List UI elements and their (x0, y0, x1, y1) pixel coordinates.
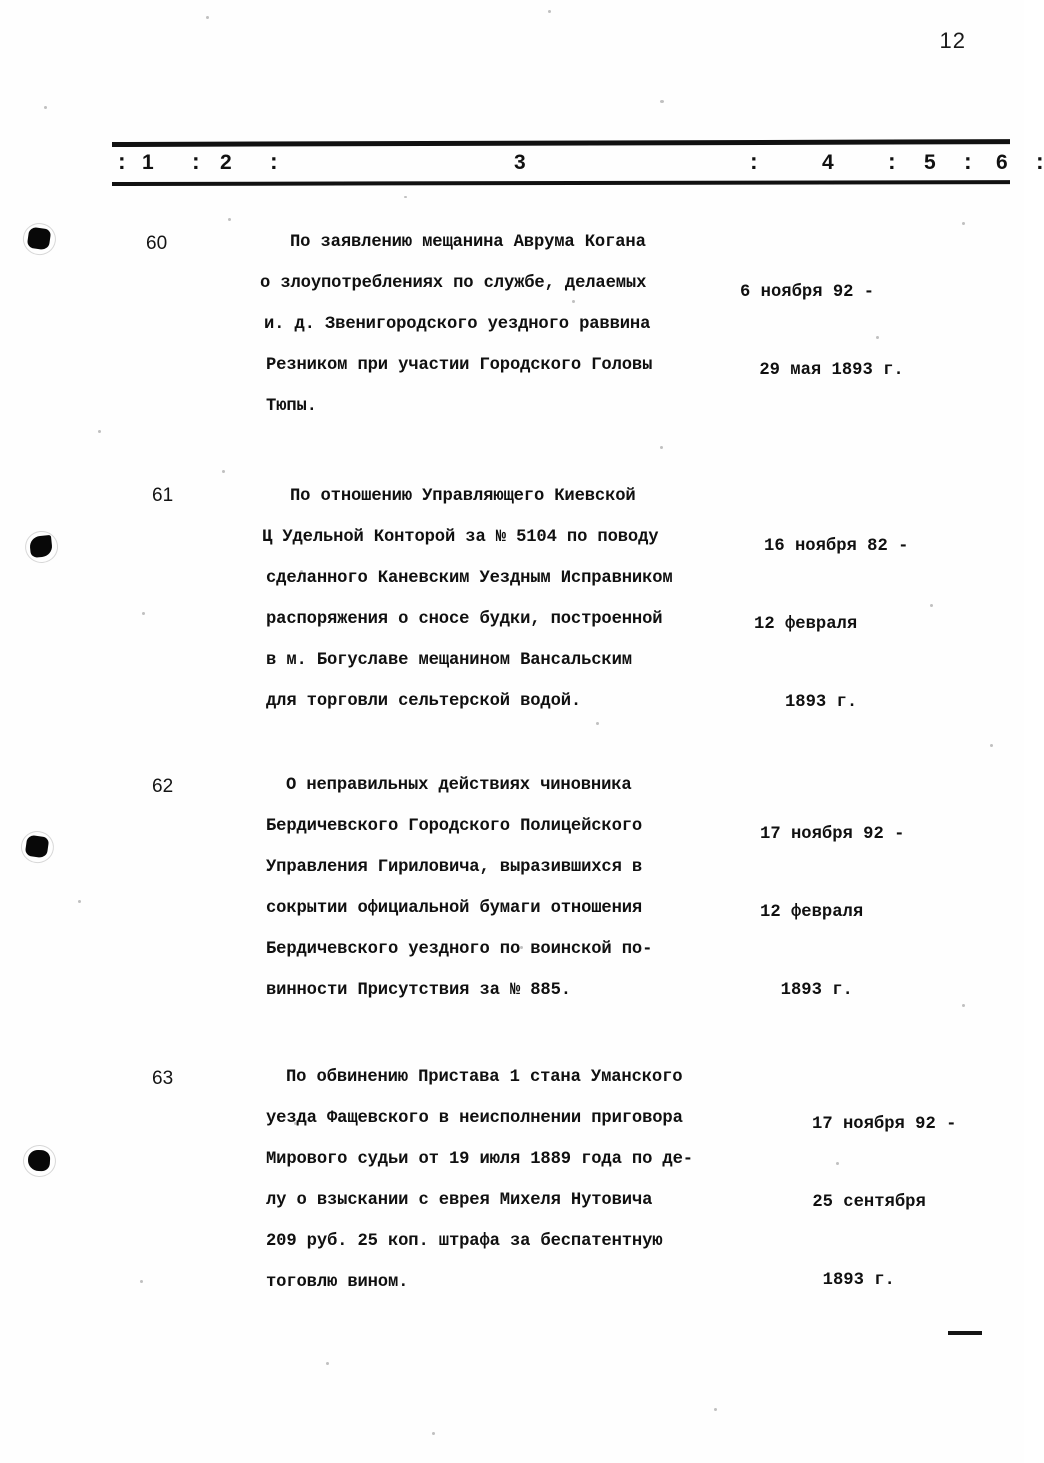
entry-line: сокрытии официальной бумаги отношения (266, 899, 643, 918)
column-separator-5: : (964, 148, 972, 174)
entry-line: лу о взыскании с еврея Михеля Нутовича (266, 1191, 653, 1210)
entry-date-line: 12 февраля (754, 615, 858, 634)
column-separator-2: : (270, 148, 278, 174)
scan-speck (714, 1408, 717, 1411)
page-number: 12 (939, 28, 966, 53)
entry-date-line: 1893 г. (754, 693, 858, 712)
column-separator-4: : (888, 148, 896, 174)
column-number-4: 4 (822, 151, 834, 174)
entry-date-line: 16 ноября 82 - (764, 537, 909, 556)
entry-number: 62 (152, 776, 174, 797)
column-number-3: 3 (514, 151, 526, 174)
margin-punch-mark (25, 835, 50, 859)
entry-description (262, 476, 772, 722)
scan-speck (140, 1280, 143, 1283)
column-separator-6: : (1036, 148, 1044, 174)
entry-line: О неправильных действиях чиновника (286, 776, 632, 795)
entry-date-line: 12 февраля (760, 903, 864, 922)
corner-dash-mark (948, 1331, 982, 1335)
scan-speck (206, 16, 209, 19)
entry-line: Резником при участии Городского Головы (266, 356, 653, 375)
entry-number: 61 (152, 485, 174, 506)
scan-speck (404, 196, 407, 198)
entry-line: Мирового судьи от 19 июля 1889 года по де- (266, 1150, 693, 1169)
column-number-1: 1 (142, 151, 154, 174)
column-number-5: 5 (924, 151, 936, 174)
entry-line: тоговлю вином. (266, 1273, 409, 1292)
column-number-2: 2 (220, 151, 232, 174)
entry-description (266, 1057, 802, 1303)
scan-speck (98, 430, 101, 433)
entry-line: Управления Гириловича, выразившихся в (266, 858, 643, 877)
header-rule-top (112, 139, 1010, 147)
entry-line: о злоупотреблениях по службе, делаемых (260, 274, 647, 293)
column-separator-1: : (192, 148, 200, 174)
entry-date-line: 1893 г. (802, 1271, 895, 1290)
entry-line: 209 руб. 25 коп. штрафа за беспатентную (266, 1232, 663, 1251)
scan-speck (78, 900, 81, 903)
entry-dates (802, 1060, 957, 1346)
entry-description (260, 222, 772, 427)
entry-line: винности Присутствия за № 885. (266, 981, 571, 1000)
entry-date-line: 1893 г. (760, 981, 853, 1000)
entry-date-line: 17 ноября 92 - (760, 825, 905, 844)
scan-speck (142, 612, 145, 615)
margin-punch-mark (27, 1149, 50, 1171)
scan-speck (548, 10, 551, 13)
entry-dates (760, 770, 904, 1056)
entry-date-line: 29 мая 1893 г. (749, 361, 904, 380)
entry-line: и. д. Звенигородского уездного раввина (264, 315, 651, 334)
entry-line: Бердичевского уездного по воинской по- (266, 940, 653, 959)
margin-punch-mark (29, 535, 53, 558)
entry-line: Ц Удельной Конторой за № 5104 по поводу (262, 528, 659, 547)
header-rule-bottom (112, 180, 1010, 186)
column-separator-3: : (750, 148, 758, 174)
scan-speck (44, 106, 47, 109)
entry-date-line: 25 сентября (802, 1193, 926, 1212)
entry-number: 60 (146, 233, 168, 254)
entry-line: По заявлению мещанина Аврума Когана (290, 233, 646, 252)
scan-speck (990, 744, 993, 747)
entry-line: Тюпы. (266, 397, 317, 416)
entry-date-line: 17 ноября 92 - (812, 1115, 957, 1134)
scan-speck (962, 1004, 965, 1007)
entry-line: Бердичевского Городского Полицейского (266, 817, 643, 836)
scan-speck (432, 1432, 435, 1435)
entry-dates (754, 482, 909, 768)
scan-speck (660, 446, 663, 449)
entry-dates (740, 228, 904, 436)
scan-speck (228, 218, 231, 221)
scan-speck (326, 1362, 329, 1365)
scan-speck (962, 222, 965, 225)
entry-line: распоряжения о сносе будки, построенной (266, 610, 663, 629)
entry-line: По отношению Управляющего Киевской (290, 487, 636, 506)
table-column-header (112, 138, 1044, 186)
entry-line: По обвинению Пристава 1 стана Уманского (286, 1068, 683, 1087)
entry-line: уезда Фащевского в неисполнении приговора (266, 1109, 683, 1128)
scan-speck (660, 100, 664, 103)
scan-speck (596, 722, 599, 725)
column-separator-0: : (118, 148, 126, 174)
column-number-6: 6 (996, 151, 1008, 174)
margin-punch-mark (27, 227, 52, 251)
entry-description (266, 765, 772, 1011)
entry-date-line: 6 ноября 92 - (740, 283, 875, 302)
entry-number: 63 (152, 1068, 174, 1089)
scan-speck (222, 470, 225, 473)
entry-line: в м. Богуславе мещанином Вансальским (266, 651, 632, 670)
entry-line: сделанного Каневским Уездным Исправником (266, 569, 673, 588)
scan-speck (930, 604, 933, 607)
entry-line: для торговли сельтерской водой. (266, 692, 582, 711)
